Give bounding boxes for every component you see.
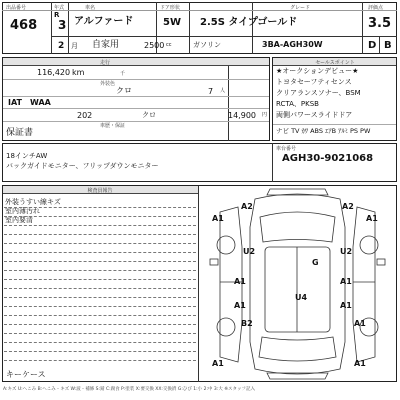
damage-code: A1: [340, 277, 352, 286]
inspection-item-3: 室内要清: [5, 216, 33, 224]
model-code: 3BA-AGH30W: [262, 40, 323, 49]
damage-code: U4: [295, 293, 308, 302]
exterior-score: B: [384, 40, 392, 51]
footer-legend: A:キズ U:へこみ B:へこみ・キズ W:波・補修 S:錆 C:腐食 P:塗装 X:要交換 XX:交換済 G:ひび 1:小 2:中 3:大 ※スタッフ記入: [3, 387, 255, 392]
sales-points-title: セールスポイント: [315, 60, 355, 66]
seats: 7: [208, 87, 214, 96]
km-unit-label: 千: [120, 71, 126, 77]
damage-code: A2: [342, 202, 354, 211]
damage-code: A1: [366, 214, 378, 223]
damage-code: A1: [354, 359, 366, 368]
note-line-1: 18インチAW: [6, 152, 48, 160]
lot-number: 468: [10, 18, 38, 33]
damage-code: A1: [340, 301, 352, 310]
shift-type: IAT: [8, 98, 23, 107]
displacement: 2500: [144, 41, 165, 50]
fuel-type: ガソリン: [193, 41, 221, 49]
warranty: 保証書: [6, 128, 34, 138]
mileage: 116,420: [37, 68, 71, 77]
damage-code: A1: [212, 359, 224, 368]
grade-label: グレード: [290, 5, 311, 11]
inspection-item-1: 外装うすい線キズ: [5, 198, 61, 206]
lot-label: 出品番号: [6, 5, 27, 11]
damage-code: U2: [340, 247, 353, 256]
exterior-color: クロ: [116, 86, 132, 95]
mileage-label: 走行: [100, 60, 111, 66]
ac-type: WAA: [30, 98, 51, 107]
model-month: 2: [58, 41, 65, 51]
damage-code: A1: [234, 277, 246, 286]
car-name: アルファード: [74, 16, 134, 27]
sales-point-4: RCTA、PKSB: [276, 100, 319, 108]
damage-code: B2: [241, 319, 253, 328]
note-line-2: バックガイドモニター、フリップダウンモニター: [6, 162, 159, 170]
chassis-label: 車台番号: [276, 146, 297, 152]
damage-code: A1: [212, 214, 224, 223]
era: R: [54, 11, 60, 19]
doors-label: ドア形状: [160, 5, 180, 11]
damage-code: U2: [243, 247, 256, 256]
usage: 自家用: [92, 40, 120, 50]
interior-color: クロ: [142, 111, 156, 119]
sales-point-5: 両側パワースライドドア: [276, 111, 353, 119]
sales-point-1: ★オークションデビュー★: [276, 67, 359, 75]
color-label: 外装色: [100, 81, 116, 87]
damage-code: G: [312, 258, 319, 267]
door-type: 5W: [163, 17, 181, 28]
sales-point-3: クリアランスソナー、BSM: [276, 89, 361, 97]
recycle-fee: 14,900: [228, 111, 256, 120]
sales-point-2: トヨタセーフティセンス: [276, 78, 352, 86]
color-code: 202: [77, 111, 93, 120]
damage-code: A2: [241, 202, 253, 211]
year-label: 年式: [54, 5, 65, 11]
chassis-number: AGH30-9021068: [282, 153, 374, 164]
equipment-list: ナビ TV ｶﾜ ABS ｴｱB ｱﾙﾐ PS PW: [276, 127, 371, 135]
damage-code: A1: [234, 301, 246, 310]
month-unit: 月: [71, 42, 78, 50]
history-label: 車歴・保証: [100, 123, 126, 129]
inspection-item-2: 室内薄汚れ: [5, 207, 40, 215]
model-year: 3: [58, 18, 67, 32]
interior-score: D: [368, 40, 377, 51]
inspection-title: 検査員報告: [87, 188, 113, 194]
score-label: 評価点: [368, 5, 384, 11]
overall-score: 3.5: [368, 16, 392, 31]
mileage-unit: km: [72, 68, 85, 77]
recycle-unit: 円: [262, 112, 268, 118]
seats-unit: 人: [220, 88, 226, 94]
damage-code: A1: [354, 319, 366, 328]
cc-unit: cc: [166, 42, 172, 48]
grade: 2.5S タイプゴールド: [200, 17, 298, 28]
name-label: 車名: [85, 5, 96, 11]
inspection-bottom-note: キーケース: [6, 370, 46, 379]
